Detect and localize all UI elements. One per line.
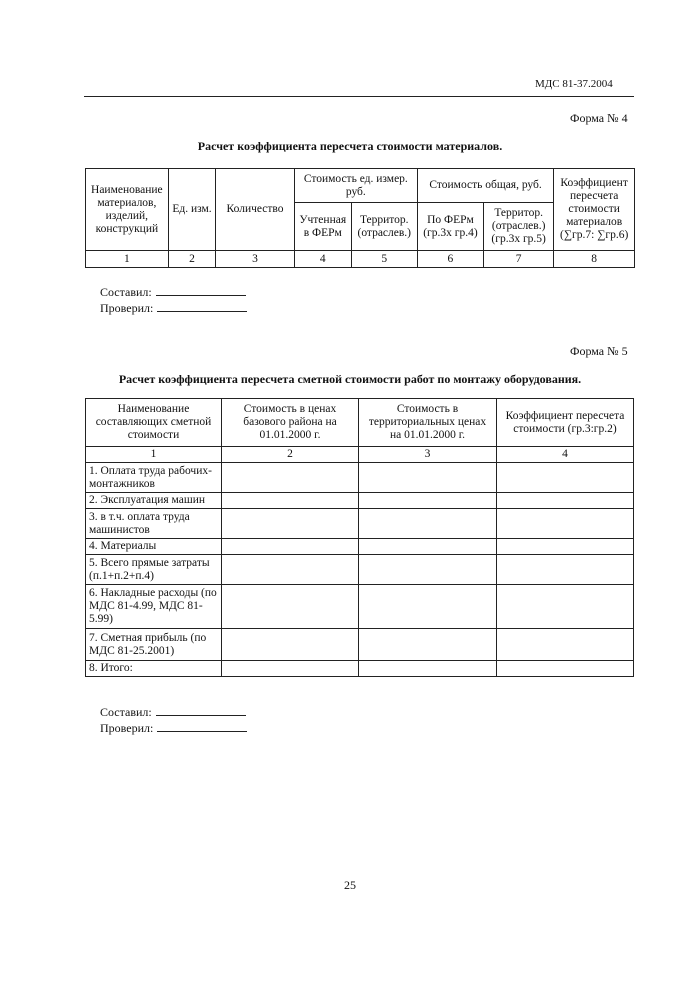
table-row [86,585,634,629]
column-number: 1 [86,251,169,268]
column-number: 1 [86,447,222,463]
column-number: 7 [484,251,554,268]
table-row [86,493,634,509]
compiled-by-line [156,285,246,296]
checked-by-label: Проверил: [100,301,154,315]
row-label: 8. Итого: [86,661,222,677]
table-row [86,629,634,661]
column-number: 2 [168,251,216,268]
header-quantity: Количество [216,169,295,251]
header-total-cost-fer: По ФЕРм (гр.3х гр.4) [417,203,483,251]
compiled-by-label: Составил: [100,705,152,719]
form4-label: Форма № 4 [570,111,628,125]
column-number: 5 [351,251,417,268]
form5-signatures [100,705,247,737]
form4-title: Расчет коэффициента пересчета стоимости материалов. [197,139,503,153]
table-row [86,509,634,539]
checked-by-line [157,301,247,312]
header-component: Наименование составляющих сметной стоимости [86,399,222,447]
header-unit-cost: Стоимость ед. измер. руб. [294,169,417,203]
column-number: 4 [294,251,351,268]
column-number: 3 [359,447,497,463]
row-label: 5. Всего прямые затраты (п.1+п.2+п.4) [86,555,222,585]
header-coefficient: Коэффициент пересчета стоимости (гр.3:гр.2) [497,399,634,447]
table-row [86,539,634,555]
header-unit: Ед. изм. [168,169,216,251]
document-code: МДС 81-37.2004 [535,78,613,90]
checked-by-line [157,721,247,732]
column-number: 4 [497,447,634,463]
form5-label: Форма № 5 [570,344,628,358]
row-label: 7. Сметная прибыль (по МДС 81-25.2001) [86,629,222,661]
header-divider [84,96,634,97]
column-number: 6 [417,251,483,268]
form5-table [85,398,634,677]
page-number: 25 [344,878,356,892]
row-label: 3. в т.ч. оплата труда машинистов [86,509,222,539]
form5-title: Расчет коэффициента пересчета сметной стоимости работ по монтажу оборудования. [118,372,582,386]
row-label: 1. Оплата труда рабочих-монтажников [86,463,222,493]
table-row [86,661,634,677]
header-unit-cost-terr: Территор. (отраслев.) [351,203,417,251]
row-label: 4. Материалы [86,539,222,555]
header-total-cost: Стоимость общая, руб. [417,169,553,203]
header-coefficient: Коэффициент пересчета стоимости материалов (∑гр.7: ∑гр.6) [554,169,635,251]
row-label: 6. Накладные расходы (по МДС 81-4.99, МДС 81-5.99) [86,585,222,629]
column-number: 8 [554,251,635,268]
form4-table [85,168,635,268]
form4-signatures [100,285,247,317]
compiled-by-label: Составил: [100,285,152,299]
checked-by-label: Проверил: [100,721,154,735]
table-row [86,463,634,493]
header-base-cost: Стоимость в ценах базового района на 01.01.2000 г. [222,399,359,447]
header-name: Наименование материалов, изделий, конструкций [86,169,169,251]
header-total-cost-terr: Территор. (отраслев.) (гр.3х гр.5) [484,203,554,251]
header-unit-cost-fer: Учтенная в ФЕРм [294,203,351,251]
header-territorial-cost: Стоимость в территориальных ценах на 01.01.2000 г. [359,399,497,447]
column-number: 3 [216,251,295,268]
table-row [86,555,634,585]
compiled-by-line [156,705,246,716]
row-label: 2. Эксплуатация машин [86,493,222,509]
column-number: 2 [222,447,359,463]
